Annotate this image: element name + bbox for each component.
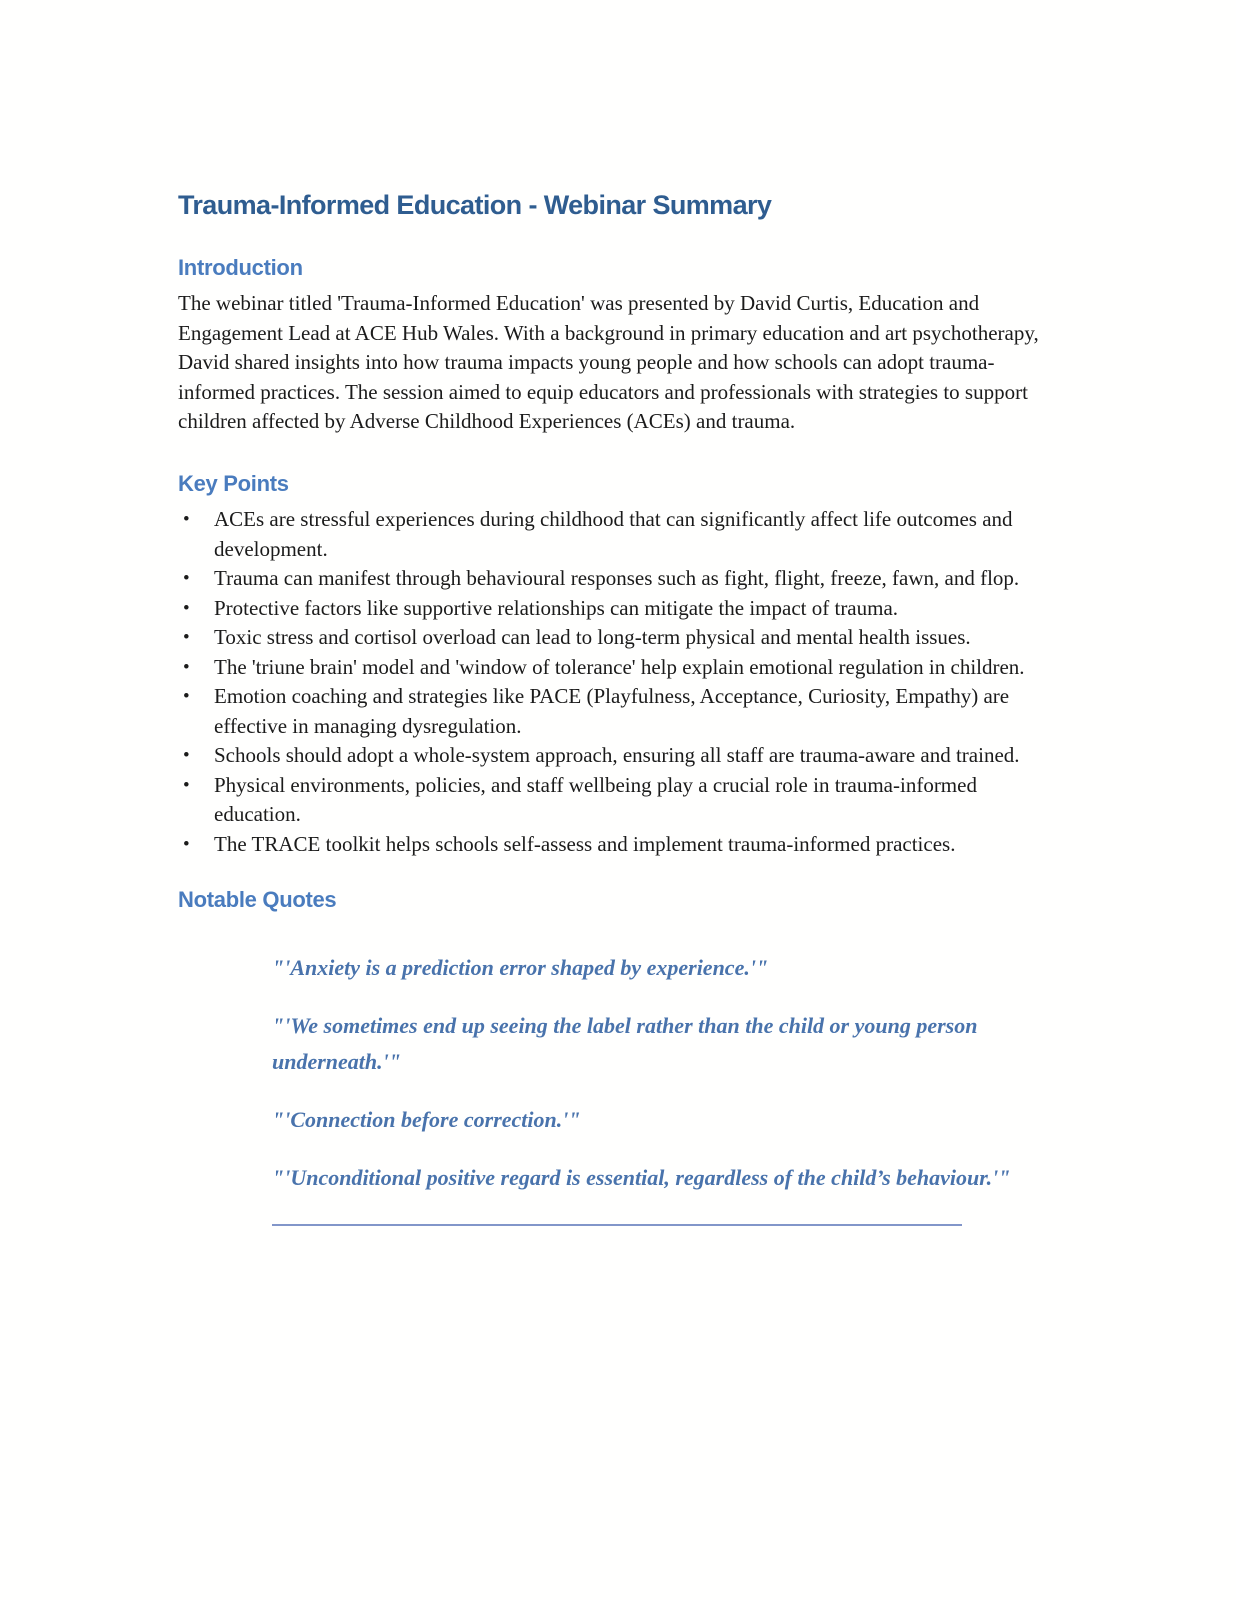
heading-notable-quotes: Notable Quotes bbox=[178, 887, 337, 913]
heading-key-points: Key Points bbox=[178, 470, 289, 496]
quote-unconditional-regard: "'Unconditional positive regard is essential, regardless of the child’s behaviour.'" bbox=[272, 1164, 1011, 1190]
bullet-icon: • bbox=[183, 627, 190, 649]
list-item-text: ACEs are stressful experiences during childhood that can significantly affect life outcomes and development. bbox=[214, 507, 1013, 561]
bullet-icon: • bbox=[183, 509, 190, 531]
heading-introduction: Introduction bbox=[178, 255, 303, 281]
list-item bbox=[178, 594, 1068, 624]
quote-connection: "'Connection before correction.'" bbox=[272, 1106, 581, 1132]
document-title: Trauma-Informed Education - Webinar Summary bbox=[178, 190, 772, 220]
bullet-icon: • bbox=[183, 656, 190, 678]
bullet-icon: • bbox=[183, 568, 190, 590]
list-item bbox=[178, 653, 1068, 683]
list-item bbox=[178, 682, 1068, 741]
list-item-text: Emotion coaching and strategies like PACE (Playfulness, Acceptance, Curiosity, Empathy) are effective in managing dysregulation. bbox=[214, 684, 1010, 738]
introduction-paragraph: The webinar titled 'Trauma-Informed Education' was presented by David Curtis, Education and Engagement Lead at ACE Hub Wales. With a background in primary education and art psychotherapy, David shared insights into how trauma impacts young people and how schools can adopt trauma-informed practices. The session aimed to equip educators and professionals with strategies to support children affected by Adverse Childhood Experiences (ACEs) and trauma. bbox=[178, 291, 1039, 434]
list-item-text: Trauma can manifest through behavioural responses such as fight, flight, freeze, fawn, and flop. bbox=[214, 566, 1020, 591]
bullet-icon: • bbox=[183, 745, 190, 767]
bullet-icon: • bbox=[183, 833, 190, 855]
bullet-icon: • bbox=[183, 686, 190, 708]
key-points-list bbox=[178, 505, 1068, 859]
list-item bbox=[178, 771, 1068, 830]
list-item bbox=[178, 830, 1068, 860]
list-item-text: Toxic stress and cortisol overload can lead to long-term physical and mental health issues. bbox=[214, 625, 971, 650]
list-item bbox=[178, 505, 1068, 564]
list-item bbox=[178, 564, 1068, 594]
list-item bbox=[178, 623, 1068, 653]
list-item-text: The TRACE toolkit helps schools self-assess and implement trauma-informed practices. bbox=[214, 831, 956, 856]
list-item-text: Schools should adopt a whole-system approach, ensuring all staff are trauma-aware and trained. bbox=[214, 743, 1020, 768]
bullet-icon: • bbox=[183, 597, 190, 619]
bullet-icon: • bbox=[183, 774, 190, 796]
list-item-text: Physical environments, policies, and staff wellbeing play a crucial role in trauma-informed education. bbox=[214, 772, 977, 827]
quote-label: "'We sometimes end up seeing the label rather than the child or young person underneath.'" bbox=[272, 1012, 978, 1074]
list-item-text: The 'triune brain' model and 'window of tolerance' help explain emotional regulation in children. bbox=[214, 654, 1025, 679]
list-item-text: Protective factors like supportive relationships can mitigate the impact of trauma. bbox=[214, 595, 899, 620]
list-item bbox=[178, 741, 1068, 771]
quote-section-divider bbox=[272, 1224, 962, 1226]
quote-anxiety: "'Anxiety is a prediction error shaped by experience.'" bbox=[272, 954, 769, 980]
